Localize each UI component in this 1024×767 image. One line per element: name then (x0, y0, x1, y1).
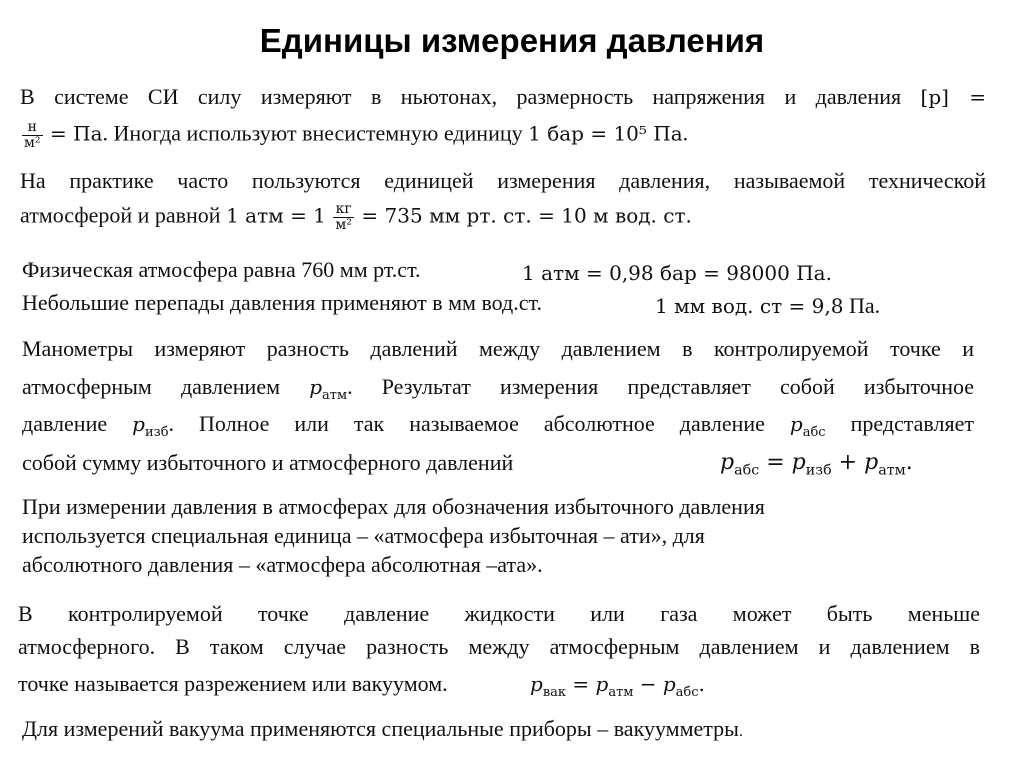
technical-atmosphere-line-2 (20, 202, 692, 233)
atmosphere-units-line-3: абсолютного давления – «атмосфера абсолютная –ата». (22, 552, 543, 577)
technical-atmosphere-text: атмосферой и равной (20, 202, 221, 228)
physical-atmosphere-text: Физическая атмосфера равна 760 мм рт.ст. (22, 257, 421, 282)
absolute-pressure-formula (720, 450, 913, 483)
vacuum-line-1: В контролируемой точке давление жидкости или газа может быть меньше (18, 601, 980, 626)
equals-sign: = (759, 450, 792, 475)
vacuum-gauges-text: Для измерений вакуума применяются специальные приборы – вакуумметры (22, 716, 739, 741)
equals-sign: = (566, 672, 596, 696)
manometer-line-3-rest: представляет (850, 411, 975, 436)
manometer-line-3 (22, 411, 974, 446)
manometer-line-2-text: атмосферным давлением (22, 374, 281, 399)
p-symbol: p (720, 450, 735, 475)
izb-subscript: изб (805, 462, 832, 479)
vacuum-formula (530, 671, 705, 706)
atmosphere-units-line-2: используется специальная единица – «атмосфера избыточная – ати», для (22, 523, 705, 548)
p-izb-symbol (132, 412, 169, 440)
manometer-line-3-text: давление (22, 411, 108, 436)
manometer-line-2 (22, 374, 974, 409)
abs-subscript: абс (802, 425, 826, 440)
period: . (682, 120, 689, 146)
manometer-line-1: Манометры измеряют разность давлений между давлением в контролируемой точке и (22, 336, 974, 361)
p-symbol: p (132, 412, 145, 436)
plus-sign: + (831, 450, 865, 475)
pascal-unit: Па. (848, 293, 881, 318)
atmosphere-units-line-1: При измерении давления в атмосферах для обозначения избыточного давления (22, 494, 765, 519)
p-symbol: p (530, 672, 543, 696)
p-symbol: p (309, 375, 322, 399)
kg-per-m2-fraction (333, 202, 354, 233)
manometer-line-3-mid: . Полное или так называемое абсолютное давление (168, 411, 765, 436)
pascal-equality: = Па (50, 121, 103, 146)
vak-subscript: вак (542, 685, 567, 700)
pressure-dimension-symbol: [p] = (920, 85, 986, 109)
atm-subscript: атм (322, 388, 348, 403)
bar-unit-text: . Иногда используют внесистемную единицу (102, 120, 523, 146)
si-units-line-2 (20, 120, 688, 151)
vacuum-gauges-line (22, 716, 743, 745)
atm-subscript: атм (878, 462, 906, 479)
manometer-line-2-rest: . Результат измерения представляет собой избыточное (347, 374, 974, 399)
atm-subscript: атм (608, 685, 634, 700)
p-symbol: p (864, 450, 879, 475)
newton-per-m2-fraction (22, 120, 43, 151)
p-atm-symbol (309, 375, 348, 403)
p-symbol: p (662, 672, 676, 696)
manometer-line-4: собой сумму избыточного и атмосферного давлений (22, 450, 514, 475)
si-units-line-1 (20, 84, 986, 110)
vacuum-line-2: атмосферного. В таком случае разность между атмосферным давлением и давлением в (18, 634, 980, 659)
mm-water-equality: 1 мм вод. ст = 9,8 (655, 294, 844, 318)
bar-equality: 1 бар = 10⁵ Па (528, 121, 683, 146)
atm-equality-a: 1 атм = 1 (226, 203, 326, 228)
p-symbol: p (789, 412, 803, 436)
technical-atmosphere-line-1: На практике часто пользуются единицей измерения давления, называемой технической (20, 168, 986, 193)
period: . (738, 723, 743, 740)
minus-sign: − (633, 672, 663, 696)
period: . (698, 672, 705, 696)
vacuum-line-3: точке называется разрежением или вакуумом. (18, 671, 448, 696)
izb-subscript: изб (144, 425, 169, 440)
abs-subscript: абс (734, 462, 760, 479)
p-symbol: p (595, 672, 609, 696)
page-title: Единицы измерения давления (259, 22, 765, 59)
physical-atmosphere-formula: 1 атм = 0,98 бар = 98000 Па. (522, 261, 832, 285)
small-pressure-text: Небольшие перепады давления применяют в мм вод.ст. (22, 290, 542, 315)
fraction-numerator: кг (333, 202, 354, 218)
p-abs-symbol (789, 412, 826, 440)
mm-water-formula (655, 293, 880, 319)
fraction-denominator: м² (335, 217, 352, 233)
atm-equality-b: = 735 мм рт. ст. = 10 м вод. ст. (361, 203, 692, 228)
period: . (905, 450, 913, 475)
abs-subscript: абс (675, 685, 699, 700)
si-units-text: В системе СИ силу измеряют в ньютонах, размерность напряжения и давления (20, 84, 902, 109)
fraction-numerator: н (22, 120, 43, 136)
p-symbol: p (791, 450, 806, 475)
fraction-denominator: м² (24, 135, 41, 151)
